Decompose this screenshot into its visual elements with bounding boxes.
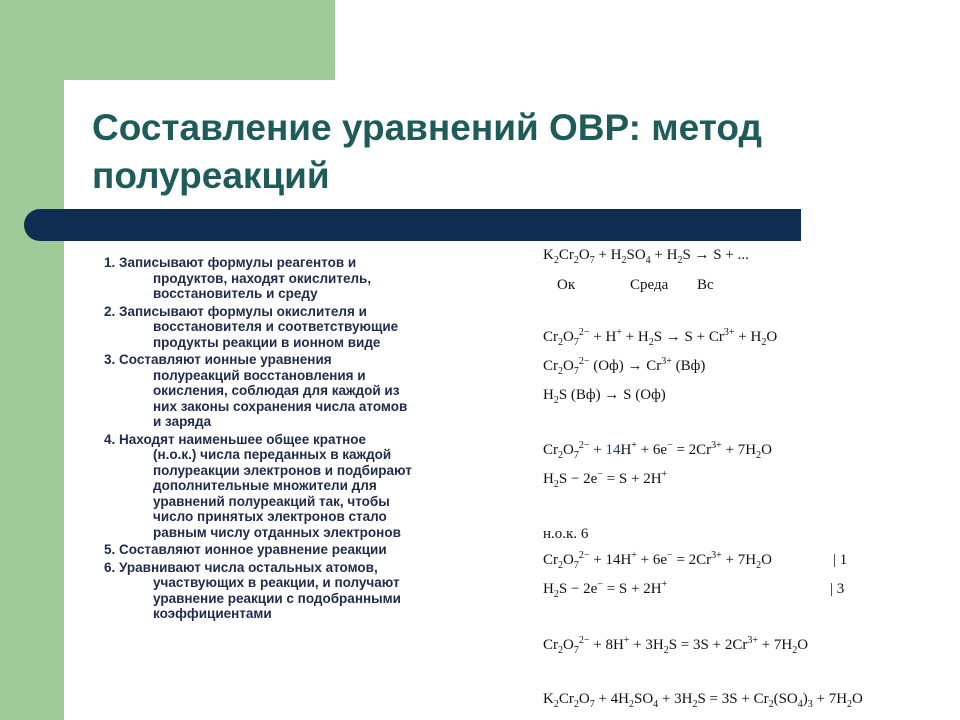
ionic-equation-final: $Cr_2O_7^{2-} + 8H^+ + 3H_2S = 3S + 2Cr^{3+} + 7H_2O$ (543, 635, 809, 656)
step-number: 3. (104, 352, 116, 367)
step-text: восстановителя и соответствующие (153, 319, 399, 334)
step-item-3 (104, 352, 504, 430)
equation-ionic-scheme: $Cr_2O_7^{2-} + H^+ + H_2S \to S + Cr^{3+} + H_2O$ (543, 327, 778, 348)
step-item-1 (104, 255, 504, 302)
half-reaction-oxidation: $H_2S - 2e^- = S + 2H^+$ (543, 469, 668, 490)
step-text: (н.о.к.) числа переданных в каждой (153, 447, 392, 462)
step-text: дополнительные множители для (153, 478, 377, 493)
step-text: уравнение реакции с подобранными (153, 590, 401, 606)
multiplier-2: | 3 (830, 581, 845, 597)
step-number: 1. (104, 255, 116, 270)
step-number: 5. (104, 542, 116, 557)
half-reaction-reduction-multiplied: $Cr_2O_7^{2-} + 14H^+ + 6e^- = 2Cr^{3+} + 7H_2O$ (543, 550, 772, 571)
step-number: 2. (104, 303, 116, 319)
title-underline-bar (24, 209, 801, 241)
multiplier-1: | 1 (833, 552, 848, 568)
step-text: равным числу отданных электронов (153, 524, 401, 540)
step-text: окисления, соблюдая для каждой из (153, 383, 400, 398)
role-labels (543, 277, 743, 297)
step-text: них законы сохранения числа атомов (153, 398, 408, 414)
step-text: Составляют ионные уравнения (119, 352, 332, 367)
medium-label: Среда (630, 277, 669, 293)
page-title: Составление уравнений ОВР: метод полуреакций (92, 107, 762, 196)
step-text: Находят наименьшее общее кратное (119, 431, 367, 447)
step-item-5 (104, 542, 504, 558)
half-reaction-reducer-scheme: $H_2S$ (Вф) → S (Оф) (543, 387, 666, 406)
half-reaction-oxidation-multiplied: $H_2S - 2e^- = S + 2H^+$ (543, 579, 668, 600)
step-text: Уравнивают числа остальных атомов, (119, 559, 378, 575)
step-text: число принятых электронов стало (153, 509, 387, 524)
reducer-label: Вс (697, 277, 714, 293)
step-text: продукты реакции в ионном виде (153, 334, 381, 350)
step-item-2 (104, 304, 504, 351)
step-number: 4. (104, 431, 116, 447)
step-number: 6. (104, 559, 116, 575)
highlight-coefficient: 14 (605, 442, 621, 458)
step-text: Записывают формулы реагентов и (119, 255, 357, 270)
step-item-4 (104, 432, 504, 541)
nok-label: н.о.к. 6 (543, 526, 589, 542)
step-text: уравнений полуреакций так, чтобы (153, 493, 390, 509)
step-text: восстановитель и среду (153, 286, 318, 301)
equation-molecular-scheme: $K_2Cr_2O_7 + H_2SO_4 + H_2S \to S$ + ... (543, 247, 749, 266)
step-text: полуреакций восстановления и (153, 367, 366, 383)
step-text: Составляют ионное уравнение реакции (119, 542, 387, 557)
steps-list (104, 255, 504, 624)
step-text: Записывают формулы окислителя и (119, 303, 367, 319)
step-text: участвующих в реакции, и получают (153, 575, 400, 590)
oxidizer-label: Ок (557, 277, 576, 293)
green-decor-strip (0, 240, 64, 720)
step-text: продуктов, находят окислитель, (153, 270, 372, 286)
molecular-equation-final: $K_2Cr_2O_7 + 4H_2SO_4 + 3H_2S = 3S + Cr_2(SO_4)_3 + 7H_2O$ (543, 691, 863, 710)
half-reaction-reduction: $Cr_2O_7^{2-} + 14H^+ + 6e^- = 2Cr^{3+} + 7H_2O$ (543, 440, 772, 461)
step-text: и заряда (153, 414, 212, 429)
step-text: полуреакции электронов и подбирают (153, 462, 412, 478)
step-item-6 (104, 560, 504, 622)
step-text: коэффициентами (153, 606, 272, 621)
half-reaction-oxidizer-scheme: $Cr_2O_7^{2-}$ $(Оф) \to Cr^{3+}$ (Вф) (543, 356, 706, 377)
